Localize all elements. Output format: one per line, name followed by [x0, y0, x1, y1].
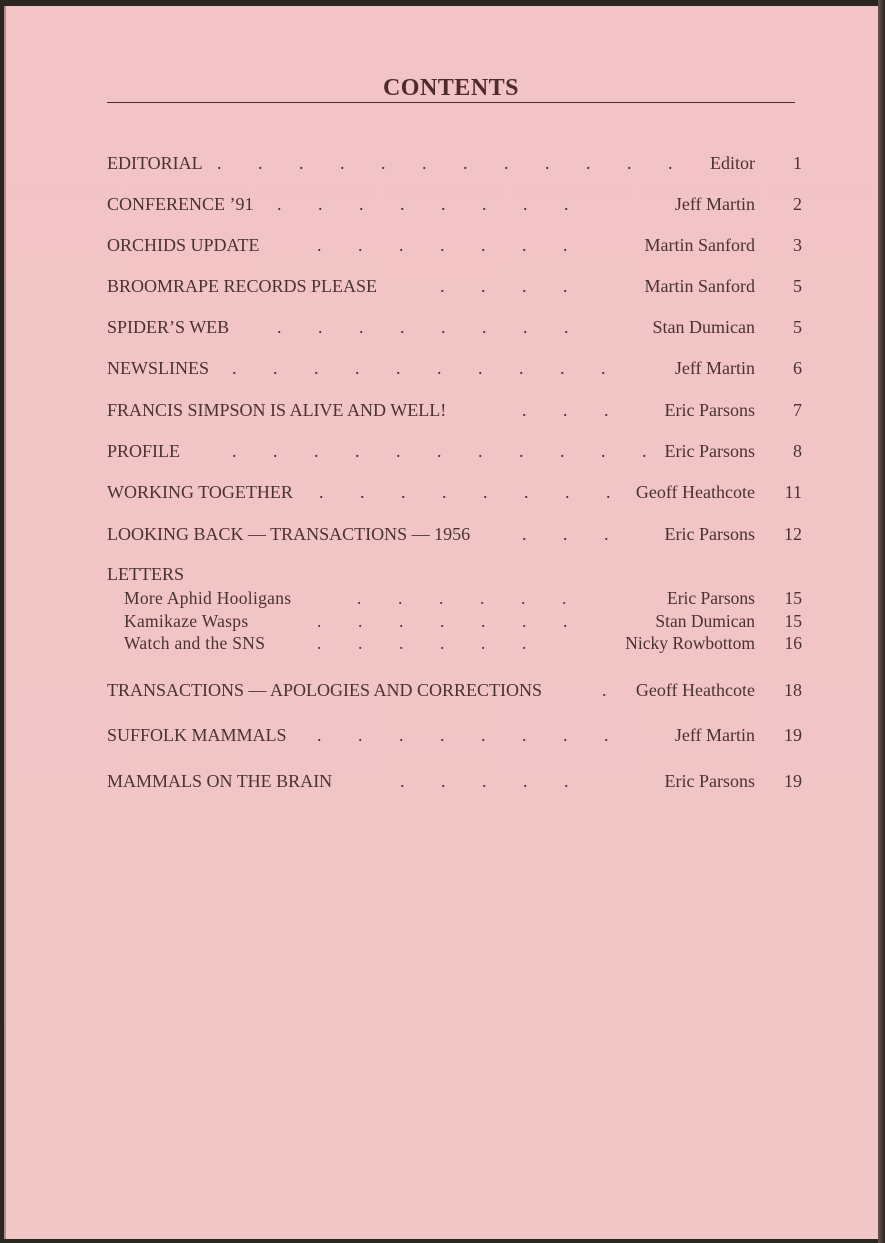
leader-dot: .: [358, 633, 363, 653]
leader-dot: .: [440, 611, 445, 631]
leader-dot: .: [642, 441, 647, 461]
leader-dot: .: [482, 194, 487, 214]
entry-title: BROOMRAPE RECORDS PLEASE: [107, 276, 378, 296]
letter-page: 15: [784, 588, 802, 608]
entry-author: Stan Dumican: [652, 317, 755, 337]
entry-page: 3: [793, 235, 802, 255]
leader-dot: .: [523, 194, 528, 214]
leader-dot: .: [481, 235, 486, 255]
leader-dot: .: [440, 276, 445, 296]
entry-author: Jeff Martin: [674, 725, 755, 745]
leader-dot: .: [627, 153, 632, 173]
leader-dot: .: [399, 725, 404, 745]
entry-author: Geoff Heathcote: [635, 482, 755, 502]
entry-page: 2: [793, 194, 802, 214]
entry-title: TRANSACTIONS — APOLOGIES AND CORRECTIONS: [107, 680, 543, 700]
leader-dot: .: [563, 235, 568, 255]
leader-dot: .: [563, 276, 568, 296]
entry-title: SPIDER’S WEB: [107, 317, 230, 337]
leader-dot: .: [358, 611, 363, 631]
leader-dot: .: [521, 588, 526, 608]
leader-dot: .: [437, 358, 442, 378]
leader-dot: .: [357, 588, 362, 608]
leader-dot: .: [602, 680, 607, 700]
toc-entry-francis-simpson: [107, 398, 802, 422]
entry-title: MAMMALS ON THE BRAIN: [107, 771, 333, 791]
leader-dot: .: [522, 611, 527, 631]
leader-dot: .: [483, 482, 488, 502]
letter-title: Watch and the SNS: [124, 633, 266, 653]
leader-dot: .: [318, 317, 323, 337]
leader-dot: .: [317, 725, 322, 745]
leader-dot: .: [318, 194, 323, 214]
leader-dot: .: [504, 153, 509, 173]
toc-entry-conference: [107, 192, 802, 216]
leader-dot: .: [277, 194, 282, 214]
leader-dot: .: [604, 400, 609, 420]
toc-entry-spiders-web: [107, 315, 802, 339]
leader-dot: .: [340, 153, 345, 173]
leader-dot: .: [359, 194, 364, 214]
letter-title: Kamikaze Wasps: [124, 611, 249, 631]
leader-dot: .: [522, 235, 527, 255]
entry-page: 19: [784, 771, 802, 791]
leader-dot: .: [440, 725, 445, 745]
entry-title: CONFERENCE ’91: [107, 194, 254, 214]
entry-title: NEWSLINES: [107, 358, 209, 378]
leader-dot: .: [480, 588, 485, 608]
entry-author: Jeff Martin: [674, 194, 755, 214]
page-binding-edge: [878, 0, 885, 1243]
leader-dot: .: [601, 441, 606, 461]
toc-entry-mammals-brain: [107, 769, 802, 793]
entry-page: 19: [784, 725, 802, 745]
leader-dot: .: [564, 194, 569, 214]
leader-dot: .: [563, 524, 568, 544]
leader-dot: .: [396, 441, 401, 461]
toc-entry-transactions-apologies: [107, 678, 802, 702]
leader-dot: .: [317, 235, 322, 255]
entry-author: Eric Parsons: [664, 524, 755, 544]
entry-page: 5: [793, 276, 802, 296]
leader-dot: .: [563, 725, 568, 745]
leader-dot: .: [522, 725, 527, 745]
entry-author: Geoff Heathcote: [635, 680, 755, 700]
entry-author: Eric Parsons: [664, 400, 755, 420]
leader-dot: .: [606, 482, 611, 502]
toc-entry-editorial: [107, 151, 802, 175]
toc-entry-suffolk-mammals: [107, 723, 802, 747]
toc-entry-working-together: [107, 480, 802, 504]
leader-dot: .: [273, 441, 278, 461]
letters-heading: [107, 562, 802, 586]
entry-title: ORCHIDS UPDATE: [107, 235, 260, 255]
leader-dot: .: [398, 588, 403, 608]
leader-dot: .: [441, 194, 446, 214]
leader-dot: .: [441, 317, 446, 337]
leader-dot: .: [668, 153, 673, 173]
leader-dot: .: [560, 358, 565, 378]
leader-dot: .: [563, 611, 568, 631]
leader-dot: .: [523, 317, 528, 337]
leader-dot: .: [564, 771, 569, 791]
leader-dot: .: [422, 153, 427, 173]
entry-title: FRANCIS SIMPSON IS ALIVE AND WELL!: [107, 400, 447, 420]
leader-dot: .: [400, 771, 405, 791]
leader-dot: .: [399, 633, 404, 653]
contents-page: [4, 6, 878, 1239]
leader-dot: .: [401, 482, 406, 502]
leader-dot: .: [442, 482, 447, 502]
leader-dot: .: [481, 633, 486, 653]
letters-heading-text: LETTERS: [107, 564, 184, 584]
leader-dot: .: [317, 633, 322, 653]
entry-page: 1: [793, 153, 802, 173]
entry-author: Martin Sanford: [644, 276, 755, 296]
leader-dot: .: [478, 441, 483, 461]
leader-dot: .: [522, 400, 527, 420]
leader-dot: .: [359, 317, 364, 337]
entry-author: Martin Sanford: [644, 235, 755, 255]
leader-dot: .: [396, 358, 401, 378]
toc-entry-orchids-update: [107, 233, 802, 257]
leader-dot: .: [604, 524, 609, 544]
letter-item-wasps: [107, 609, 802, 633]
leader-dot: .: [481, 276, 486, 296]
leader-dot: .: [381, 153, 386, 173]
leader-dot: .: [565, 482, 570, 502]
entry-title: WORKING TOGETHER: [107, 482, 293, 502]
leader-dot: .: [299, 153, 304, 173]
leader-dot: .: [562, 588, 567, 608]
leader-dot: .: [314, 358, 319, 378]
letter-item-aphid: [107, 586, 802, 610]
letter-item-watch-sns: [107, 631, 802, 655]
leader-dot: .: [319, 482, 324, 502]
letter-title: More Aphid Hooligans: [124, 588, 292, 608]
toc-entry-broomrape: [107, 274, 802, 298]
leader-dot: .: [437, 441, 442, 461]
leader-dot: .: [519, 441, 524, 461]
leader-dot: .: [481, 611, 486, 631]
entry-author: Jeff Martin: [674, 358, 755, 378]
leader-dot: .: [564, 317, 569, 337]
letter-page: 16: [784, 633, 802, 653]
leader-dot: .: [358, 235, 363, 255]
letter-page: 15: [784, 611, 802, 631]
entry-page: 5: [793, 317, 802, 337]
leader-dot: .: [586, 153, 591, 173]
leader-dot: .: [273, 358, 278, 378]
leader-dot: .: [522, 524, 527, 544]
leader-dot: .: [358, 725, 363, 745]
entry-page: 7: [793, 400, 802, 420]
leader-dot: .: [355, 358, 360, 378]
leader-dot: .: [258, 153, 263, 173]
leader-dot: .: [524, 482, 529, 502]
leader-dot: .: [277, 317, 282, 337]
page-title: CONTENTS: [382, 75, 520, 101]
entry-page: 18: [784, 680, 802, 700]
leader-dot: .: [481, 725, 486, 745]
entry-title: SUFFOLK MAMMALS: [107, 725, 287, 745]
leader-dot: .: [400, 194, 405, 214]
leader-dot: .: [440, 633, 445, 653]
toc-entry-profile: [107, 439, 802, 463]
leader-dot: .: [601, 358, 606, 378]
leader-dot: .: [560, 441, 565, 461]
leader-dot: .: [563, 400, 568, 420]
entry-author: Editor: [710, 153, 755, 173]
leader-dot: .: [441, 771, 446, 791]
leader-dot: .: [522, 276, 527, 296]
entry-page: 6: [793, 358, 802, 378]
entry-author: Eric Parsons: [664, 771, 755, 791]
leader-dot: .: [439, 588, 444, 608]
entry-page: 12: [784, 524, 802, 544]
leader-dot: .: [314, 441, 319, 461]
title-rule: [107, 102, 795, 103]
leader-dot: .: [232, 358, 237, 378]
leader-dot: .: [355, 441, 360, 461]
leader-dot: .: [463, 153, 468, 173]
leader-dot: .: [400, 317, 405, 337]
entry-page: 8: [793, 441, 802, 461]
letter-author: Nicky Rowbottom: [625, 633, 755, 653]
toc-entry-looking-back: [107, 522, 802, 546]
leader-dot: .: [545, 153, 550, 173]
leader-dot: .: [482, 317, 487, 337]
letter-author: Stan Dumican: [655, 611, 755, 631]
letter-author: Eric Parsons: [667, 588, 755, 608]
leader-dot: .: [440, 235, 445, 255]
leader-dot: .: [360, 482, 365, 502]
leader-dot: .: [523, 771, 528, 791]
leader-dot: .: [482, 771, 487, 791]
toc-entry-newslines: [107, 356, 802, 380]
entry-author: Eric Parsons: [664, 441, 755, 461]
entry-title: LOOKING BACK — TRANSACTIONS — 1956: [107, 524, 471, 544]
leader-dot: .: [317, 611, 322, 631]
entry-title: PROFILE: [107, 441, 181, 461]
leader-dot: .: [478, 358, 483, 378]
leader-dot: .: [604, 725, 609, 745]
leader-dot: .: [519, 358, 524, 378]
leader-dot: .: [232, 441, 237, 461]
leader-dot: .: [522, 633, 527, 653]
leader-dot: .: [217, 153, 222, 173]
entry-title: EDITORIAL: [107, 153, 203, 173]
leader-dot: .: [399, 235, 404, 255]
entry-page: 11: [784, 482, 802, 502]
leader-dot: .: [399, 611, 404, 631]
